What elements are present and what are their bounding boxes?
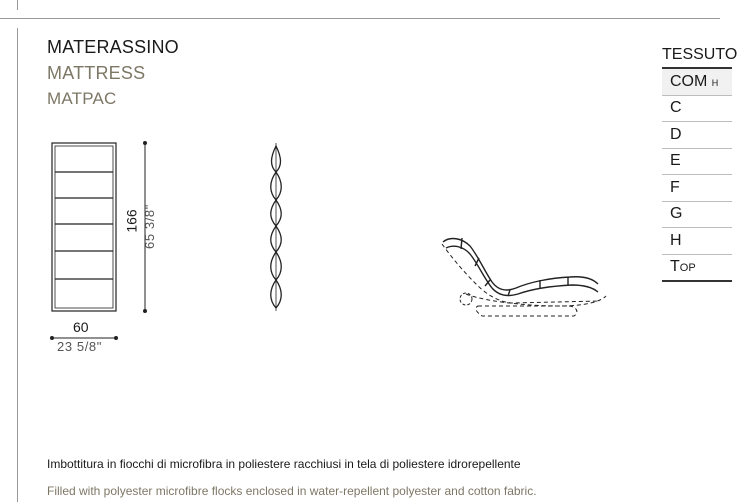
product-code: MATPAC — [47, 89, 117, 108]
fabric-grade-e: E — [662, 148, 732, 175]
height-label-inches: 65 3/8" — [141, 204, 157, 249]
width-label-inches: 23 5/8" — [57, 339, 102, 354]
table-row — [662, 122, 732, 149]
table-row — [662, 201, 732, 228]
lounger-with-mattress — [442, 238, 606, 316]
description-english: Filled with polyester microfibre flocks enclosed in water-repellent polyester and cotton fabric. — [47, 484, 537, 498]
width-label-cm: 60 — [73, 319, 89, 335]
fabric-grade-d: D — [662, 122, 732, 149]
fabric-grade-g: G — [662, 201, 732, 228]
description-italian: Imbottitura in fiocchi di microfibra in poliestere racchiusi in tela di poliestere idrorepellente — [47, 457, 521, 471]
table-row — [662, 175, 732, 202]
height-label-cm: 166 — [123, 209, 140, 233]
mattress-front-view — [52, 143, 116, 311]
fabric-grade-com: COM H — [662, 68, 732, 95]
fabric-table-heading: TESSUTO — [662, 46, 737, 63]
table-row — [662, 68, 732, 95]
fabric-grade-h: H — [662, 228, 732, 255]
table-row — [662, 254, 732, 281]
table-row — [662, 95, 732, 122]
product-title-english: MATTRESS — [47, 63, 146, 83]
fabric-grade-top: Top — [662, 254, 732, 281]
fabric-grade-table — [662, 67, 732, 282]
table-row — [662, 228, 732, 255]
fabric-grade-c: C — [662, 95, 732, 122]
mattress-side-view — [271, 143, 282, 311]
table-row — [662, 148, 732, 175]
product-title-italian: MATERASSINO — [47, 37, 179, 57]
fabric-grade-f: F — [662, 175, 732, 202]
